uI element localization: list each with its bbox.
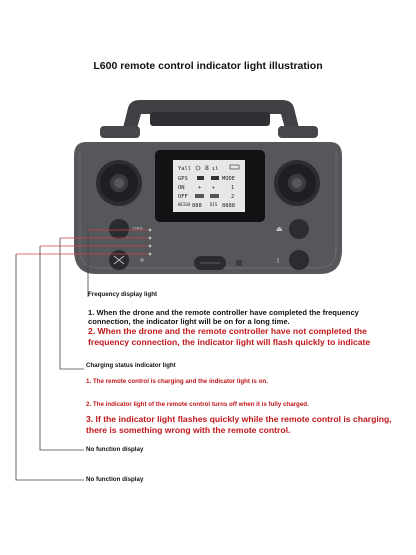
no-function-label-2: No function display xyxy=(86,476,144,483)
left-shoulder xyxy=(100,126,140,138)
return-home-icon: ⏏ xyxy=(276,226,283,233)
lcd-mode: MODE xyxy=(222,176,235,182)
leader-drops xyxy=(16,230,88,480)
charging-item-1: 1. The remote control is charging and the indicator light is on. xyxy=(86,378,268,385)
hold-icon: Ⅰ xyxy=(277,258,280,265)
frequency-heading: Frequency display light xyxy=(88,291,158,298)
lcd-height-label: HEIGH xyxy=(178,202,191,207)
page-title: L600 remote control indicator light illustration xyxy=(93,60,323,72)
charging-item-2: 2. The indicator light of the remote control turns off when it is fully charged. xyxy=(86,401,309,408)
lcd-dis-value: 8888 xyxy=(222,203,235,209)
lcd-mode-1: 1 xyxy=(231,185,235,191)
right-lower-button[interactable] xyxy=(289,250,309,270)
lcd-signal: Yall xyxy=(178,166,191,172)
frequency-indicator-light xyxy=(149,229,152,232)
lcd-gps: GPS xyxy=(178,176,188,182)
controller-handle xyxy=(122,100,300,132)
lcd-mode-2: 2 xyxy=(231,194,235,200)
right-shoulder xyxy=(278,126,318,138)
no-function-light-1 xyxy=(149,245,152,248)
right-upper-button[interactable] xyxy=(289,219,309,239)
svg-text:+: + xyxy=(198,185,202,191)
left-joystick[interactable] xyxy=(96,160,142,206)
frequency-item-2: 2. When the drone and the remote controller have not completed the frequency connection, the indicator light will flash quickly to indicate xyxy=(88,326,371,347)
right-joystick[interactable] xyxy=(274,160,320,206)
lcd-dis-label: DIS xyxy=(210,202,218,207)
gps-button-label: GPS xyxy=(133,226,143,231)
lcd-off: OFF xyxy=(178,194,188,200)
frequency-item-1: 1. When the drone and the remote controller have completed the frequency connection, the indicator light will be on for a long time. xyxy=(88,308,359,327)
charging-heading: Charging status indicator light xyxy=(86,362,176,369)
lcd-height-value: 888 xyxy=(192,203,202,209)
charging-indicator-light xyxy=(149,237,152,240)
no-function-label-1: No function display xyxy=(86,446,144,453)
no-function-light-2 xyxy=(149,253,152,256)
charging-item-3: 3. If the indicator light flashes quickly while the remote control is charging, there is something wrong with the remote control. xyxy=(86,414,392,435)
gps-button[interactable] xyxy=(109,219,129,239)
lcd-on: ON xyxy=(178,185,185,191)
lcd-bars: ıl xyxy=(212,166,219,172)
svg-text:✈: ✈ xyxy=(212,185,216,191)
lcd-digit: 8 xyxy=(205,164,209,172)
